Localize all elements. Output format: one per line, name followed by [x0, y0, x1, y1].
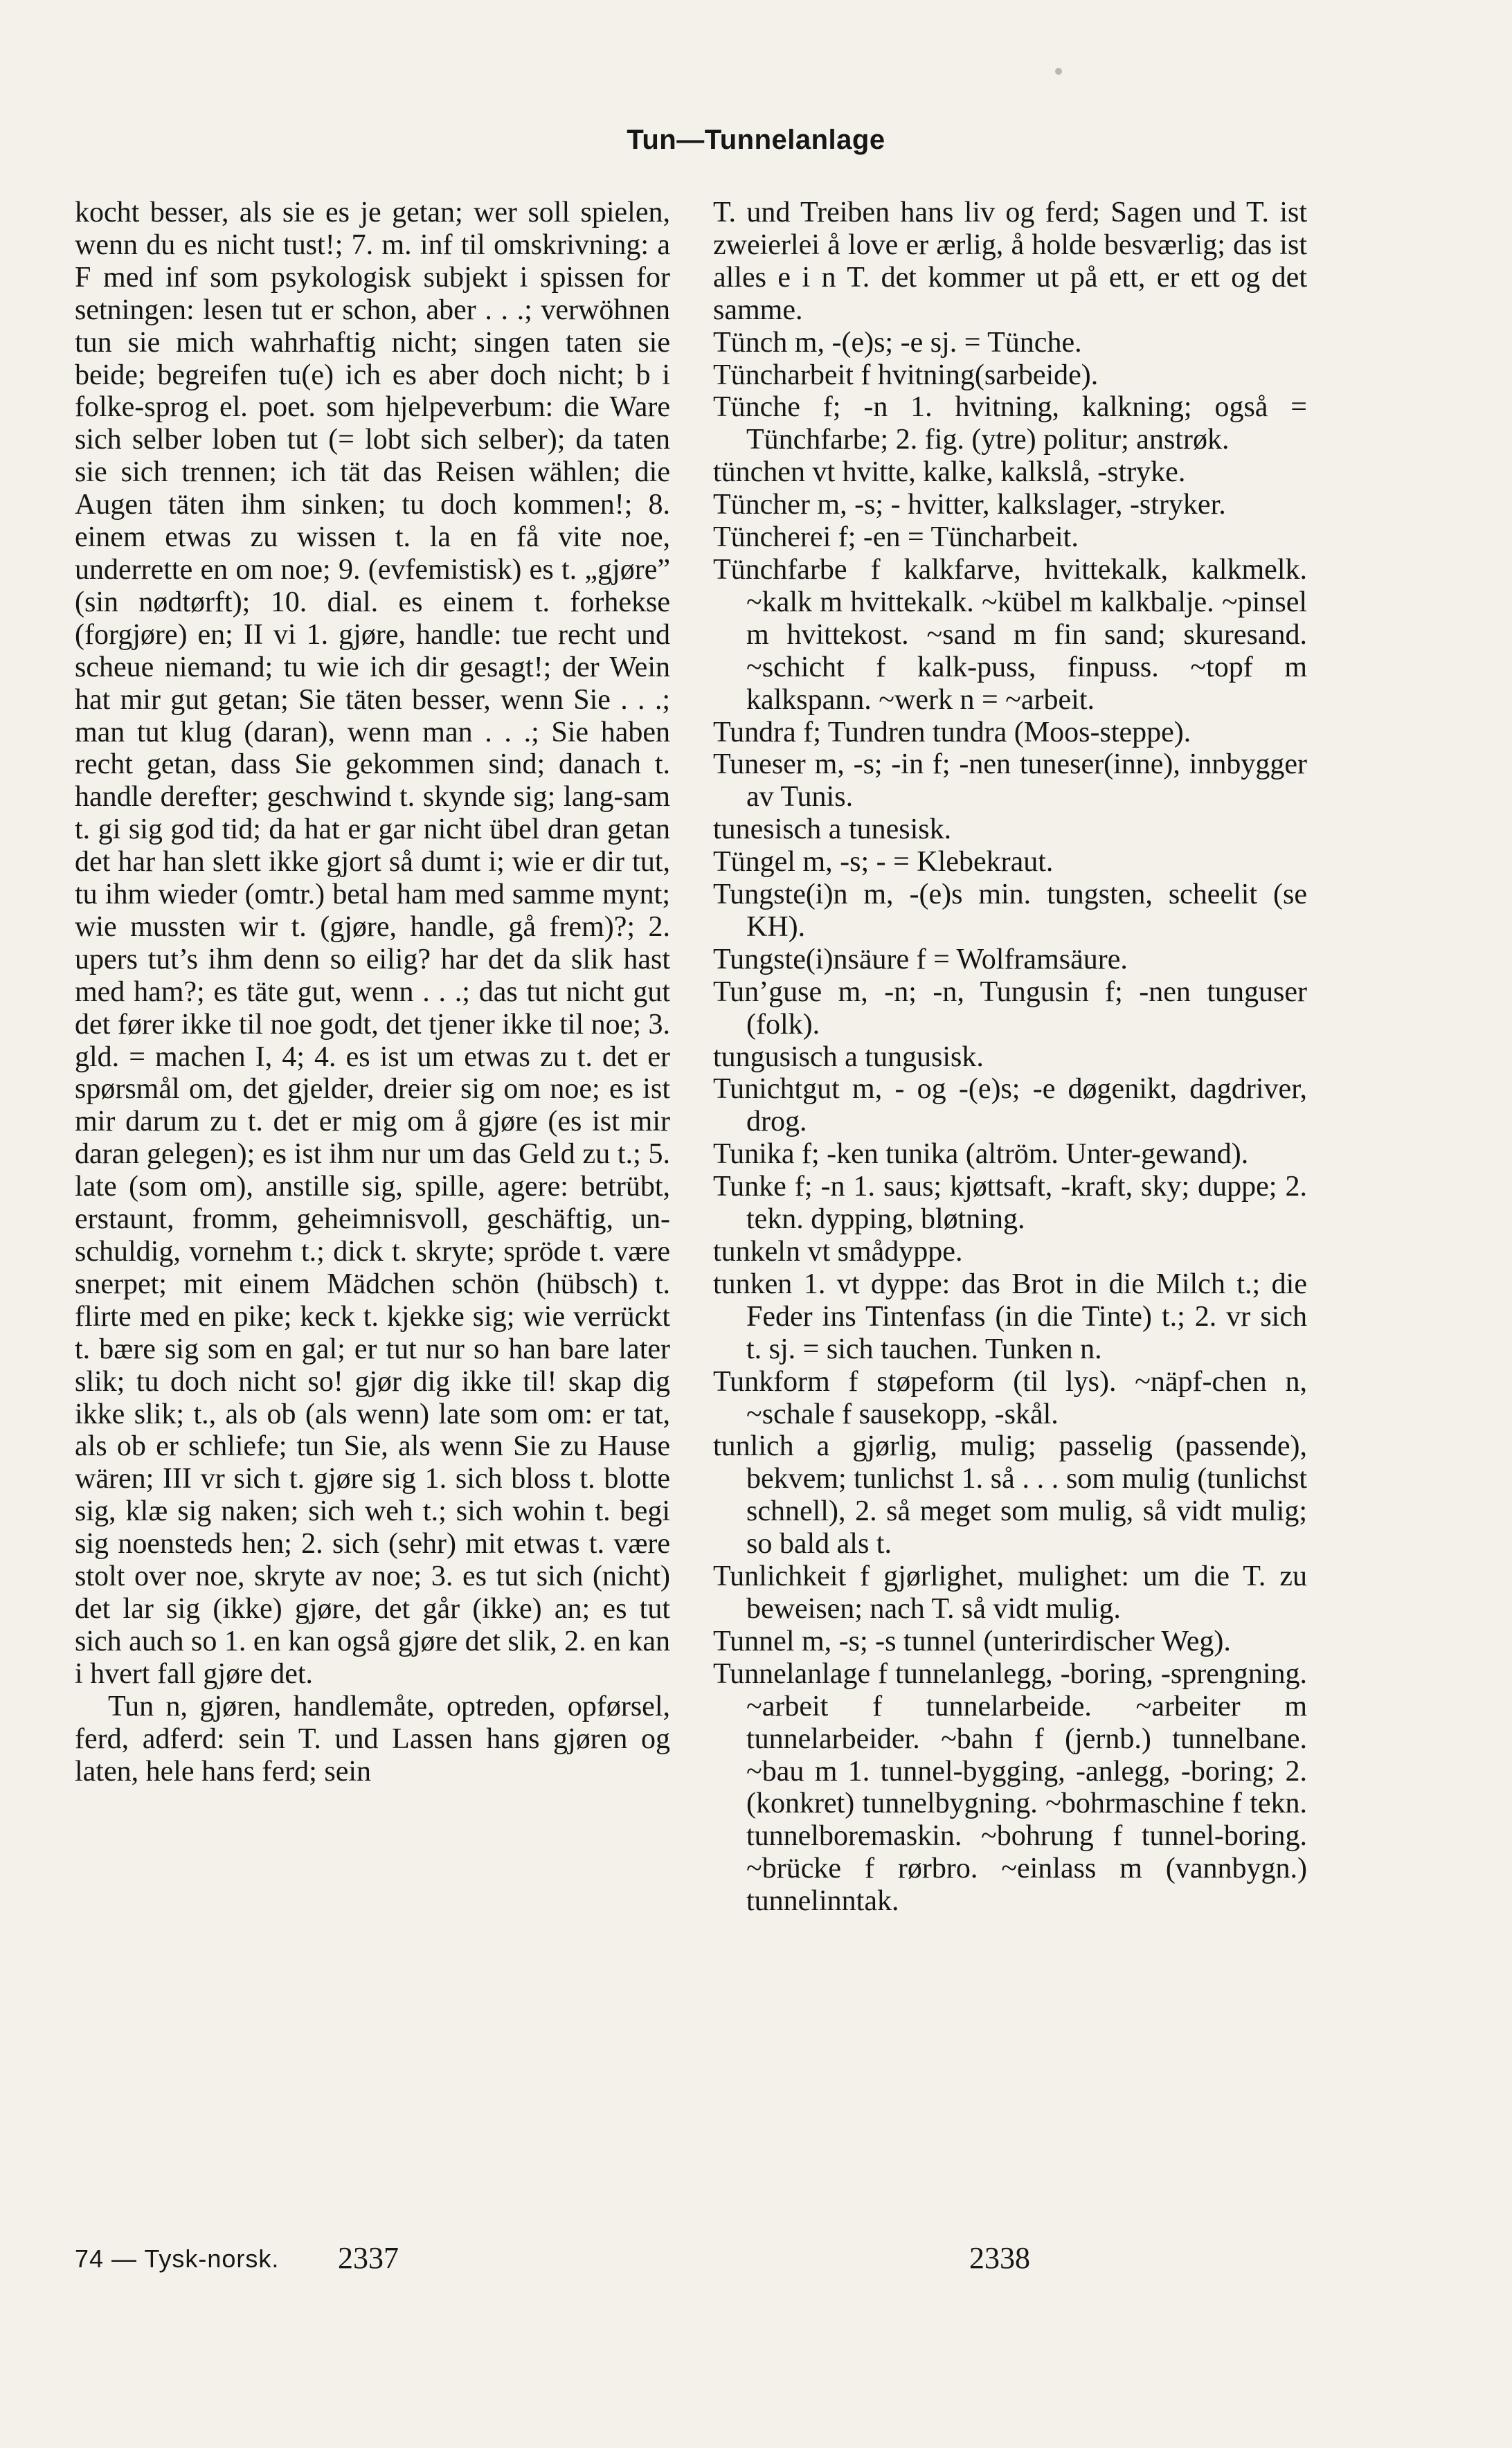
entry-tunkeln: tunkeln vt smådyppe. [713, 1236, 963, 1268]
running-header: Tun—Tunnelanlage [627, 125, 885, 155]
entry-tunguse: Tun’guse m, -n; -n, Tungusin f; -nen tunguser (folk). [713, 975, 1307, 1041]
entry-tunesisch: tunesisch a tunesisk. [713, 813, 952, 846]
page-number-right: 2338 [969, 2241, 1030, 2275]
print-speck [1055, 68, 1062, 75]
right-column [713, 197, 1307, 1918]
entry-tunika: Tunika f; -ken tunika (altröm. Unter-gewand). [713, 1138, 1249, 1171]
entry-continuation: T. und Treiben hans liv og ferd; Sagen und T. ist zweierlei å love er ærlig, å holde besværlig; das ist alles e i n T. det kommer ut på ett, er ett og det samme. [713, 197, 1307, 326]
entry-tunichtgut: Tunichtgut m, - og -(e)s; -e døgenikt, dagdriver, drog. [713, 1073, 1307, 1138]
entry-tunlichkeit: Tunlichkeit f gjørlighet, mulighet: um die T. zu beweisen; nach T. så vidt mulig. [713, 1560, 1307, 1625]
entry-tuncher: Tüncher m, -s; - hvitter, kalkslager, -stryker. [713, 489, 1226, 521]
left-column [75, 197, 670, 1788]
entry-tunken: tunken 1. vt dyppe: das Brot in die Milch t.; die Feder ins Tintenfass (in die Tinte) t.; 2. vr sich t. sj. = sich tauchen. Tunken n. [713, 1268, 1307, 1365]
signature-mark: 74 — Tysk-norsk. [75, 2244, 280, 2273]
entry-tunnelanlage: Tunnelanlage f tunnelanlegg, -boring, -sprengning. ~arbeit f tunnelarbeide. ~arbeiter m tunnelarbeider. ~bahn f (jernb.) tunnelbane. ~bau m 1. tunnel-bygging, -anlegg, -boring; 2. (konkret) tunnelbygning. ~bohrmaschine f tekn. tunnelboremaskin. ~bohrung f tunnel-boring. ~brücke f rørbro. ~einlass m (vannbygn.) tunnelinntak. [713, 1657, 1307, 1918]
entry-tunnel: Tunnel m, -s; -s tunnel (unterirdischer Weg). [713, 1625, 1231, 1657]
entry-tunke: Tunke f; -n 1. saus; kjøttsaft, -kraft, sky; duppe; 2. tekn. dypping, bløtning. [713, 1171, 1307, 1236]
page-number-left: 2337 [338, 2241, 399, 2275]
entry-tungstein: Tungste(i)n m, -(e)s min. tungsten, scheelit (se KH). [713, 879, 1307, 943]
entry-tuncharbeit: Tüncharbeit f hvitning(sarbeide). [713, 359, 1099, 391]
entry-tungsteinsaure: Tungste(i)nsäure f = Wolframsäure. [713, 943, 1128, 975]
entry-tunch: Tünch m, -(e)s; -e sj. = Tünche. [713, 326, 1082, 359]
entry-tunlich: tunlich a gjørlig, mulig; passelig (passende), bekvem; tunlichst 1. så . . . som mulig (tunlichst schnell), 2. så meget som mulig, så vidt mulig; so bald als t. [713, 1430, 1307, 1560]
entry-tunchen: tünchen vt hvitte, kalke, kalkslå, -stryke. [713, 456, 1186, 489]
entry-tundra: Tundra f; Tundren tundra (Moos-steppe). [713, 716, 1191, 748]
entry-tunche: Tünche f; -n 1. hvitning, kalkning; også = Tünchfarbe; 2. fig. (ytre) politur; anstrøk. [713, 391, 1307, 456]
entry-tunchfarbe: Tünchfarbe f kalkfarve, hvittekalk, kalkmelk. ~kalk m hvittekalk. ~kübel m kalkbalje. ~pinsel m hvittekost. ~sand m fin sand; skuresand. ~schicht f kalk-puss, finpuss. ~topf m kalkspann. ~werk n = ~arbeit. [713, 553, 1307, 716]
entry-tuneser: Tuneser m, -s; -in f; -nen tuneser(inne), innbygger av Tunis. [713, 748, 1307, 813]
entry-tungel: Tüngel m, -s; - = Klebekraut. [713, 846, 1054, 879]
entry-tun-noun: Tun n, gjøren, handlemåte, optreden, opførsel, ferd, adferd: sein T. und Lassen hans gjøren og laten, hele hans ferd; sein [75, 1690, 670, 1788]
entry-tunkform: Tunkform f støpeform (til lys). ~näpf-chen n, ~schale f sausekopp, -skål. [713, 1365, 1307, 1430]
entry-continuation: kocht besser, als sie es je getan; wer soll spielen, wenn du es nicht tust!; 7. m. inf til omskrivning: a F med inf som psykologisk subjekt i spissen for setningen: lesen tut er schon, aber . . .; verwöhnen tun sie mich wahrhaftig nicht; singen taten sie beide; begreifen tu(e) ich es aber doch nicht; b i folke-sprog el. poet. som hjelpeverbum: die Ware sich selber loben tut (= lobt sich selber); da taten sie sich trennen; ich tät das Reisen wählen; die Augen täten ihm sinken; tu doch kommen!; 8. einem etwas zu wissen t. la en få vite noe, underrette en om noe; 9. (evfemistisk) es t. „gjøre” (sin nødtørft); 10. dial. es einem t. forhekse (forgjøre) en; II vi 1. gjøre, handle: tue recht und scheue niemand; tu wie ich dir gesagt!; der Wein hat mir gut getan; Sie täten besser, wenn Sie . . .; man tut klug (daran), wenn man . . .; Sie haben recht getan, dass Sie gekommen sind; danach t. handle derefter; geschwind t. skynde sig; lang-sam t. gi sig god tid; da hat er gar nicht übel dran getan det har han slett ikke gjort så dumt i; wie er dir tut, tu ihm wieder (omtr.) betal ham med samme mynt; wie mussten wir t. (gjøre, handle, gå frem)?; 2. upers tut’s ihm denn so eilig? har det da slik hast med ham?; es täte gut, wenn . . .; das tut nicht gut det fører ikke til noe godt, det tjener ikke til noe; 3. gld. = machen I, 4; 4. es ist um etwas zu t. det er spørsmål om, det gjelder, dreier sig om noe; es ist mir darum zu t. det er mig om å gjøre (es ist mir daran gelegen); es ist ihm nur um das Geld zu t.; 5. late (som om), anstille sig, spille, agere: betrübt, erstaunt, fromm, geheimnisvoll, geschäftig, un-schuldig, vornehm t.; dick t. skryte; spröde t. være snerpet; mit einem Mädchen schön (hübsch) t. flirte med en pike; keck t. kjekke sig; wie verrückt t. bære sig som en gal; er tut nur so han bare later slik; tu doch nicht so! gjør dig ikke til! skap dig ikke slik; t., als ob (als wenn) late som om: er tat, als ob er schliefe; tun Sie, als wenn Sie zu Hause wären; III vr sich t. gjøre sig 1. sich bloss t. blotte sig, klæ sig naken; sich weh t.; sich wohin t. begi sig noensteds hen; 2. sich (sehr) mit etwas t. være stolt over noe, skryte av noe; 3. es tut sich (nicht) det lar sig (ikke) gjøre, det går (ikke) an; es tut sich auch so 1. en kan også gjøre det slik, 2. en kan i hvert fall gjøre det. [75, 197, 670, 1690]
entry-tuncherei: Tüncherei f; -en = Tüncharbeit. [713, 521, 1079, 554]
entry-tungusisch: tungusisch a tungusisk. [713, 1041, 984, 1073]
